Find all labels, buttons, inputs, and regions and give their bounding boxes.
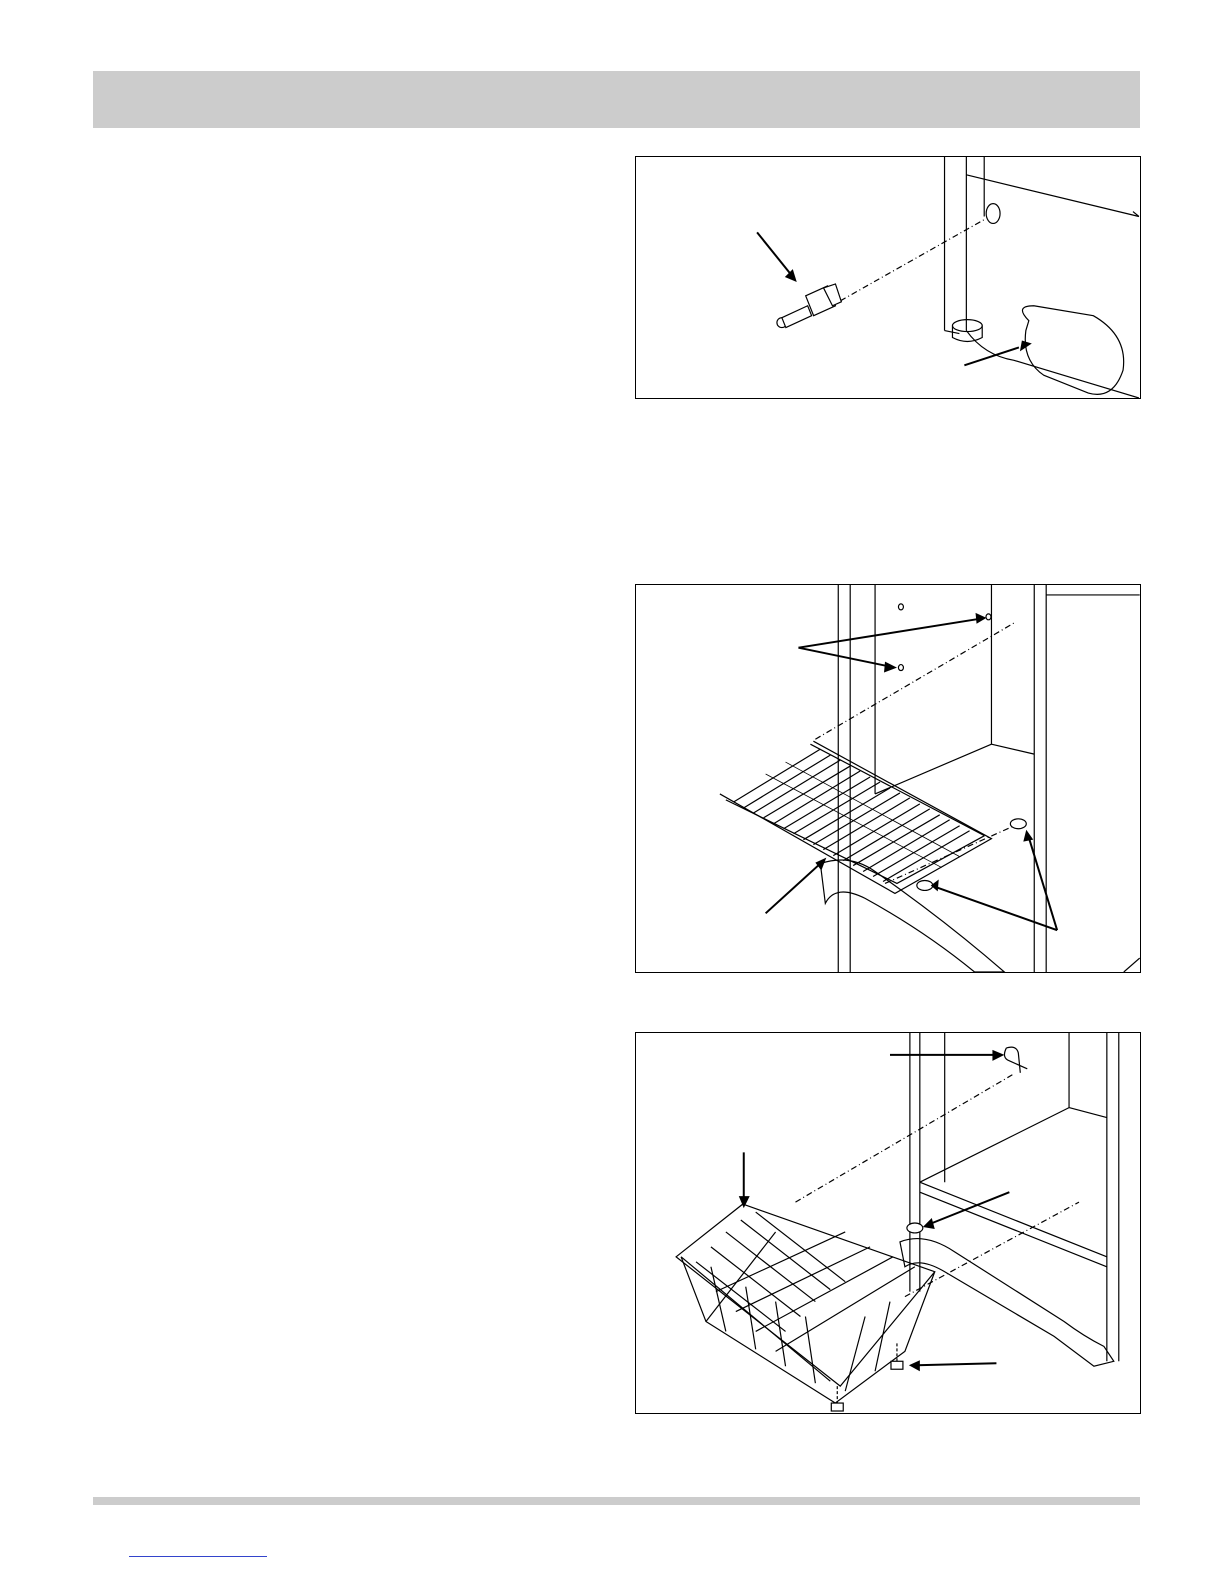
freezer-cabinet (910, 1033, 1119, 1361)
leveling-leg (952, 320, 982, 342)
wire-shelf-diagram (636, 585, 1140, 972)
wire-basket (676, 1204, 935, 1403)
door-handle (900, 1239, 1114, 1367)
door-stop-pin (777, 284, 841, 328)
basket-hook (1004, 1047, 1027, 1073)
wire-shelf (720, 741, 992, 893)
door-handle (820, 860, 1004, 972)
footer-bar (93, 1497, 1140, 1505)
wire-basket-diagram (636, 1033, 1140, 1413)
figure-wire-basket (635, 1032, 1141, 1414)
figure-door-stop-pin (635, 156, 1141, 399)
header-bar (93, 71, 1140, 128)
door-stop-diagram (636, 157, 1140, 398)
freezer-cabinet (838, 585, 1139, 972)
basket-support-peg (907, 1223, 923, 1233)
oval-recess (1022, 306, 1123, 395)
cabinet-hole (986, 204, 1000, 224)
footer-link[interactable] (129, 1556, 267, 1557)
figure-wire-shelf (635, 584, 1141, 973)
